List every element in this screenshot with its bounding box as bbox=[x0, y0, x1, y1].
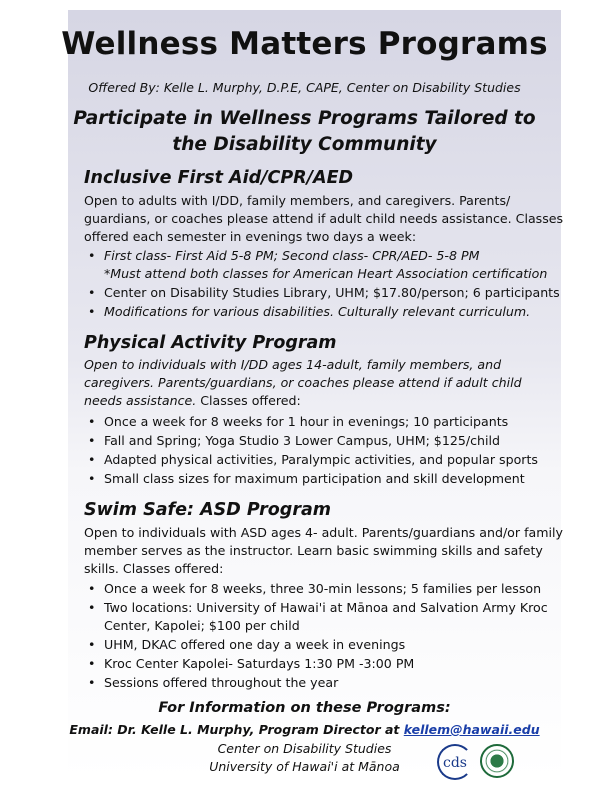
swim-bullet-2-cont: Center, Kapolei; $100 per child bbox=[104, 618, 300, 633]
section-heading-first-aid: Inclusive First Aid/CPR/AED bbox=[84, 168, 354, 188]
swim-desc-line-2: member serves as the instructor. Learn basic swimming skills and safety bbox=[84, 543, 543, 558]
swim-bullet-1: • Once a week for 8 weeks, three 30-min lessons; 5 families per lesson bbox=[104, 581, 542, 596]
list-item bbox=[88, 637, 405, 652]
physical-desc-tail: Classes offered: bbox=[196, 393, 301, 408]
footer-university: University of Hawai'i at Mānoa bbox=[209, 759, 400, 774]
swim-bullet-2: • Two locations: University of Hawai'i at Mānoa and Salvation Army Kroc bbox=[104, 600, 548, 615]
physical-bullet-3: • Adapted physical activities, Paralympic activities, and popular sports bbox=[104, 452, 538, 467]
list-item bbox=[88, 285, 560, 300]
physical-desc-italic: needs assistance. bbox=[84, 393, 197, 408]
list-item bbox=[88, 248, 479, 263]
section-heading-swim-safe: Swim Safe: ASD Program bbox=[84, 500, 331, 520]
footer-heading: For Information on these Programs: bbox=[158, 700, 451, 716]
list-item bbox=[88, 433, 500, 448]
list-item bbox=[88, 581, 541, 596]
swim-desc-line-1: Open to individuals with ASD ages 4- adult. Parents/guardians and/or family bbox=[84, 525, 563, 540]
university-seal-icon bbox=[480, 744, 514, 778]
footer-email-line bbox=[0, 722, 609, 737]
physical-desc-line-1: Open to individuals with I/DD ages 14-adult, family members, and bbox=[84, 357, 502, 372]
list-item bbox=[88, 414, 508, 429]
offered-by: Offered By: Kelle L. Murphy, D.P.E, CAPE, Center on Disability Studies bbox=[88, 80, 521, 95]
subtitle-line-2: the Disability Community bbox=[172, 134, 437, 155]
first-aid-desc-line-1: Open to adults with I/DD, family members, and caregivers. Parents/ bbox=[84, 193, 511, 208]
email-label: Email: Dr. Kelle L. Murphy, Program Director at bbox=[69, 722, 404, 737]
list-item bbox=[88, 600, 548, 615]
swim-desc-line-3: skills. Classes offered: bbox=[84, 561, 224, 576]
physical-bullet-4: • Small class sizes for maximum participation and skill development bbox=[104, 471, 525, 486]
list-item bbox=[88, 452, 538, 467]
first-aid-note: *Must attend both classes for American Heart Association certification bbox=[104, 266, 548, 281]
first-aid-bullet-1: • First class- First Aid 5-8 PM; Second class- CPR/AED- 5-8 PM bbox=[104, 248, 480, 263]
physical-desc-line-2: caregivers. Parents/guardians, or coaches please attend if adult child bbox=[84, 375, 522, 390]
physical-desc-line-3 bbox=[84, 392, 301, 410]
swim-bullet-3: • UHM, DKAC offered one day a week in evenings bbox=[104, 637, 406, 652]
section-heading-physical-activity: Physical Activity Program bbox=[84, 333, 337, 353]
first-aid-desc-line-3: offered each semester in evenings two days a week: bbox=[84, 229, 417, 244]
first-aid-bullet-3: • Modifications for various disabilities. Culturally relevant curriculum. bbox=[104, 304, 531, 319]
list-item bbox=[88, 656, 414, 671]
list-item bbox=[88, 304, 530, 319]
physical-bullet-2: • Fall and Spring; Yoga Studio 3 Lower Campus, UHM; $125/child bbox=[104, 433, 501, 448]
cds-logo: cds bbox=[437, 744, 473, 780]
list-item bbox=[88, 675, 338, 690]
list-item bbox=[88, 471, 525, 486]
footer-org: Center on Disability Studies bbox=[217, 741, 392, 756]
page-title: Wellness Matters Programs bbox=[61, 26, 548, 62]
email-link[interactable]: kellem@hawaii.edu bbox=[403, 722, 540, 737]
first-aid-desc-line-2: guardians, or coaches please attend if adult child needs assistance. Classes bbox=[84, 211, 564, 226]
physical-bullet-1: • Once a week for 8 weeks for 1 hour in evenings; 10 participants bbox=[104, 414, 509, 429]
swim-bullet-4: • Kroc Center Kapolei- Saturdays 1:30 PM -3:00 PM bbox=[104, 656, 415, 671]
swim-bullet-5: • Sessions offered throughout the year bbox=[104, 675, 339, 690]
subtitle-line-1: Participate in Wellness Programs Tailored to bbox=[73, 108, 536, 129]
first-aid-bullet-2: • Center on Disability Studies Library, UHM; $17.80/person; 6 participants bbox=[104, 285, 560, 300]
